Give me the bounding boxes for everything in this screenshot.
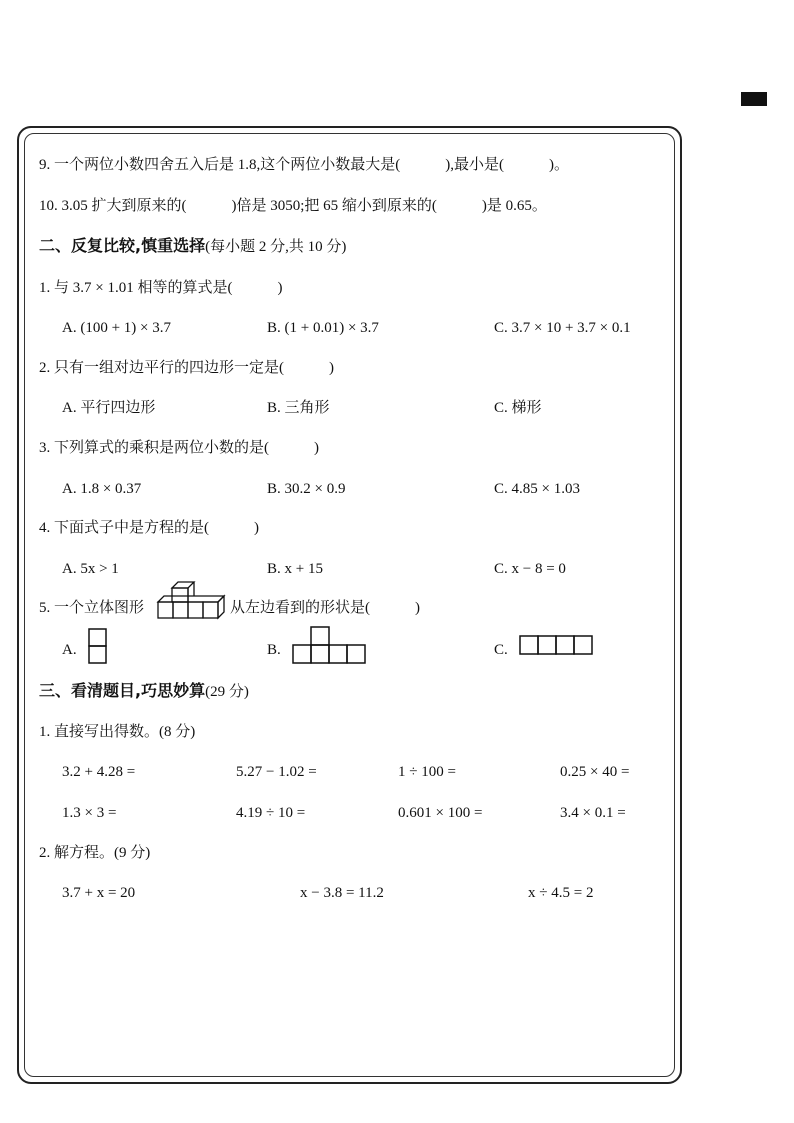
q4-option-c: C. x − 8 = 0 <box>494 561 566 577</box>
q5-option-a-shape <box>87 627 109 667</box>
section-3-title: 三、看清题目,巧思妙算 <box>39 681 206 700</box>
sub-question-1-title: 1. 直接写出得数。(8 分) <box>39 724 196 740</box>
q3-option-b: B. 30.2 × 0.9 <box>267 481 346 497</box>
section-3-points: (29 分) <box>205 684 249 700</box>
q4-option-b: B. x + 15 <box>267 561 323 577</box>
calc-item: 1 ÷ 100 = <box>398 764 456 780</box>
choice-question-5-start: 5. 一个立体图形 <box>39 600 145 616</box>
choice-question-1: 1. 与 3.7 × 1.01 相等的算式是( ) <box>39 280 283 296</box>
q1-option-a: A. (100 + 1) × 3.7 <box>62 320 171 336</box>
q5-option-b-shape <box>291 625 367 665</box>
solid-figure-cubes <box>156 580 226 620</box>
calc-item: 0.25 × 40 = <box>560 764 630 780</box>
section-2-heading <box>39 235 346 258</box>
calc-item: 4.19 ÷ 10 = <box>236 805 306 821</box>
print-registration-mark <box>741 92 767 106</box>
q2-option-c: C. 梯形 <box>494 400 542 416</box>
q2-option-a: A. 平行四边形 <box>62 400 156 416</box>
calc-item: 1.3 × 3 = <box>62 805 117 821</box>
choice-question-3: 3. 下列算式的乘积是两位小数的是( ) <box>39 440 319 456</box>
q2-option-b: B. 三角形 <box>267 400 330 416</box>
q4-option-a: A. 5x > 1 <box>62 561 119 577</box>
choice-question-5-end: 从左边看到的形状是( ) <box>230 600 420 616</box>
section-2-title: 二、反复比较,慎重选择 <box>39 236 206 255</box>
q5-option-c-label: C. <box>494 642 508 658</box>
q5-option-a-label: A. <box>62 642 77 658</box>
calc-item: 3.2 + 4.28 = <box>62 764 136 780</box>
q5-option-c-shape <box>518 634 594 658</box>
equation-item: x − 3.8 = 11.2 <box>300 885 384 901</box>
q1-option-c: C. 3.7 × 10 + 3.7 × 0.1 <box>494 320 631 336</box>
section-2-points: (每小题 2 分,共 10 分) <box>205 239 347 255</box>
calc-item: 3.4 × 0.1 = <box>560 805 626 821</box>
q3-option-a: A. 1.8 × 0.37 <box>62 481 142 497</box>
calc-item: 0.601 × 100 = <box>398 805 483 821</box>
equation-item: x ÷ 4.5 = 2 <box>528 885 594 901</box>
question-9: 9. 一个两位小数四舍五入后是 1.8,这个两位小数最大是( ),最小是( )。 <box>39 157 569 173</box>
sub-question-2-title: 2. 解方程。(9 分) <box>39 845 151 861</box>
choice-question-2: 2. 只有一组对边平行的四边形一定是( ) <box>39 360 334 376</box>
section-3-heading <box>39 680 249 703</box>
q3-option-c: C. 4.85 × 1.03 <box>494 481 580 497</box>
calc-item: 5.27 − 1.02 = <box>236 764 317 780</box>
equation-item: 3.7 + x = 20 <box>62 885 136 901</box>
choice-question-4: 4. 下面式子中是方程的是( ) <box>39 520 259 536</box>
q1-option-b: B. (1 + 0.01) × 3.7 <box>267 320 379 336</box>
q5-option-b-label: B. <box>267 642 281 658</box>
question-10: 10. 3.05 扩大到原来的( )倍是 3050;把 65 缩小到原来的( )是 0.65。 <box>39 198 547 214</box>
